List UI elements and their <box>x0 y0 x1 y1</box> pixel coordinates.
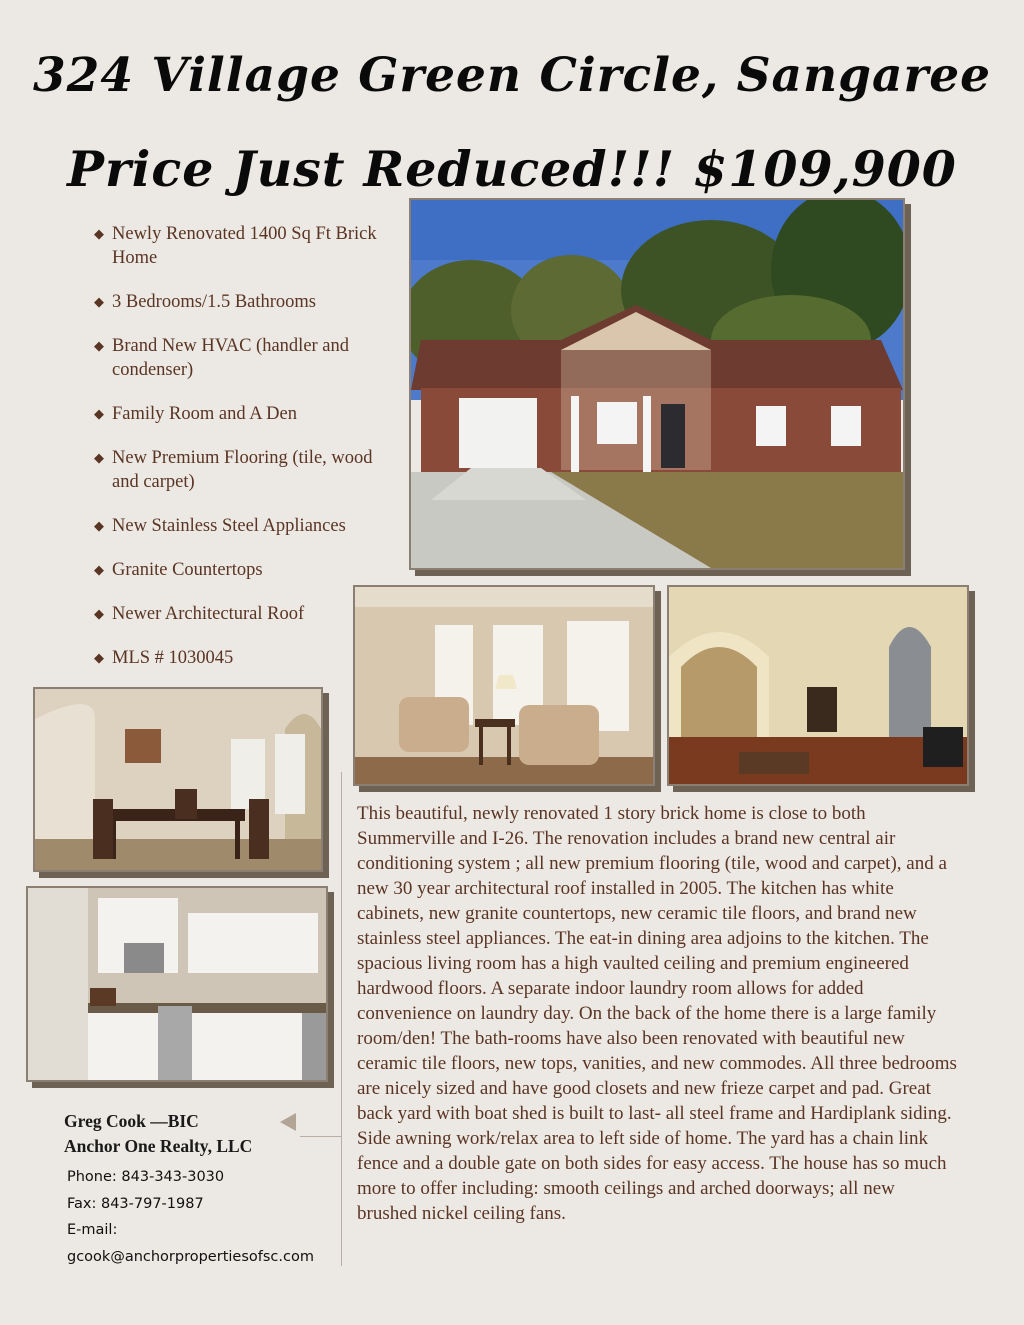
diamond-bullet-icon: ◆ <box>94 450 104 465</box>
feature-item: ◆ Granite Countertops <box>94 560 263 580</box>
listing-address-title: 324 Village Green Circle, Sangaree <box>32 48 992 103</box>
property-description: This beautiful, newly renovated 1 story brick home is close to both Summerville and I-26. The renovation includes a brand new central air conditioning system ; all new premium flooring (tile, wood and carpet), and a new 30 year architectural roof installed in 2005. The kitchen has white cabinets, new granite countertops, new ceramic tile floors, and brand new stainless steel appliances. The eat-in dining area adjoins to the kitchen. The spacious living room has a high vaulted ceiling and premium engineered hardwood floors. A separate indoor laundry room allows for added convenience on laundry day. On the back of the home there is a large family room/den! The bath-rooms have also been renovated with beautiful new ceramic tile floors, new tops, vanities, and new commodes. All three bedrooms are nicely sized and have good closets and new frieze carpet and pad. Great back yard with boat shed is built to last- all steel frame and Hardiplank siding. Side awning work/relax area to left side of home. The yard has a chain link fence and a double gate on both sides for easy access. The house has so much more to offer including: smooth ceilings and arched doorways; all new brushed nickel ceiling fans. <box>357 803 957 1224</box>
dining-room-photo <box>33 687 323 872</box>
diamond-bullet-icon: ◆ <box>94 606 104 621</box>
feature-item: ◆ New Stainless Steel Appliances <box>94 516 346 536</box>
den-photo <box>667 585 969 786</box>
kitchen-photo <box>26 886 328 1082</box>
divider-vertical <box>341 772 342 1266</box>
features-list <box>94 222 394 690</box>
diamond-bullet-icon: ◆ <box>94 650 104 665</box>
diamond-bullet-icon: ◆ <box>94 518 104 533</box>
divider-horizontal <box>300 1136 342 1137</box>
house-exterior-photo <box>409 198 905 570</box>
pointer-arrow-icon <box>280 1113 296 1131</box>
feature-item: ◆ New Premium Flooring (tile, wood and carpet) <box>94 448 373 492</box>
agent-company: Anchor One Realty, LLC <box>64 1136 253 1156</box>
feature-item: ◆ Newer Architectural Roof <box>94 604 305 624</box>
feature-item: ◆ Brand New HVAC (handler and condenser) <box>94 336 350 380</box>
diamond-bullet-icon: ◆ <box>94 338 104 353</box>
agent-email-link[interactable]: gcook@anchorpropertiesofsc.com <box>67 1249 314 1265</box>
feature-item: ◆ Family Room and A Den <box>94 404 297 424</box>
feature-item: ◆ Newly Renovated 1400 Sq Ft Brick Home <box>94 224 377 268</box>
diamond-bullet-icon: ◆ <box>94 226 104 241</box>
agent-email-label: E-mail: <box>67 1222 118 1238</box>
living-room-photo <box>353 585 655 786</box>
feature-item: ◆ MLS # 1030045 <box>94 648 234 668</box>
agent-name: Greg Cook —BIC <box>64 1111 199 1131</box>
price-reduced-title: Price Just Reduced!!! $109,900 <box>67 140 957 198</box>
diamond-bullet-icon: ◆ <box>94 294 104 309</box>
agent-fax: Fax: 843-797-1987 <box>67 1196 204 1212</box>
feature-item: ◆ 3 Bedrooms/1.5 Bathrooms <box>94 292 317 312</box>
agent-phone: Phone: 843-343-3030 <box>67 1169 225 1185</box>
diamond-bullet-icon: ◆ <box>94 406 104 421</box>
diamond-bullet-icon: ◆ <box>94 562 104 577</box>
